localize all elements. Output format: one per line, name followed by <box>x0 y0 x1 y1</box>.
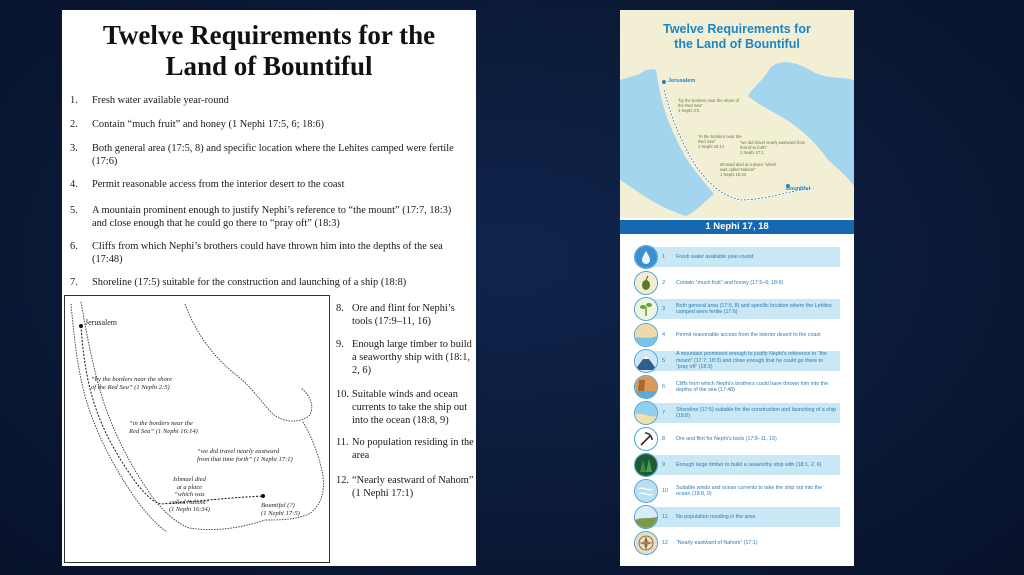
requirement-text: “Nearly eastward of Nahom” (1 Nephi 17:1) <box>352 475 474 499</box>
requirement-text: Contain “much fruit” and honey (1 Nephi 17:5, 6; 18:6) <box>92 119 325 130</box>
map-label-borders <box>129 420 198 436</box>
row-text: Fresh water available year-round <box>676 253 754 260</box>
row-text: A mountain prominent enough to justify Nephi’s reference to “the mount” (17:7; 18:3) and close enough that he could go there to “pray oft” (18:3) <box>676 351 827 371</box>
right-map-label-d-text: Ishmael died at a place “which was called Nahom” <box>720 162 777 172</box>
coast-icon <box>634 323 658 347</box>
route-map-sketch <box>64 295 330 563</box>
requirement-number: 12. <box>336 475 349 486</box>
requirement-number: 5. <box>70 205 78 216</box>
row-number: 2 <box>662 280 666 286</box>
left-title-line2: Land of Bountiful <box>165 51 373 81</box>
cliff-icon <box>634 375 658 399</box>
right-requirement-5 <box>634 349 840 373</box>
right-map-label-b <box>698 134 746 149</box>
left-slide-panel <box>62 10 476 566</box>
row-number: 6 <box>662 384 666 390</box>
left-title-line1: Twelve Requirements for the <box>102 20 436 50</box>
map-label-jerusalem: Jerusalem <box>85 318 117 327</box>
row-number: 7 <box>662 410 666 416</box>
row-text: “Nearly eastward of Nahom” (17:1) <box>676 539 758 546</box>
row-text: Enough large timber to build a seaworthy ship with (18:1, 2, 6) <box>676 461 822 468</box>
requirement-number: 11. <box>336 437 349 448</box>
right-requirement-9 <box>634 453 840 477</box>
requirement-number: 10. <box>336 389 349 400</box>
row-text: Both general area (17:5, 8) and specific location where the Lehites camped were fertile (17:6) <box>676 302 832 315</box>
map-label-borders-line2: Red Sea” (1 Nephi 16:14) <box>129 428 198 435</box>
map-label-bountiful <box>261 502 300 518</box>
requirement-text: Shoreline (17:5) suitable for the construction and launching of a ship (18:8) <box>92 277 407 288</box>
requirement-text: Enough large timber to build a seaworthy ship with (18:1, 2, 6) <box>352 339 472 376</box>
right-requirement-6 <box>634 375 840 399</box>
map-label-ishmael-line3: “which was <box>174 491 205 499</box>
requirement-text: Fresh water available year-round <box>92 95 229 106</box>
right-map-label-d-ref: 1 Nephi 16:34 <box>720 172 747 177</box>
right-title-line2: the Land of Bountiful <box>674 37 800 51</box>
right-requirement-8 <box>634 427 840 451</box>
right-requirement-2 <box>634 271 840 295</box>
map-label-eastward-line2: from that time forth” (1 Nephi 17:1) <box>197 456 293 463</box>
map-label-eastward <box>197 448 293 464</box>
map-label-red-sea-line1: “by the borders near the shore <box>91 376 173 383</box>
requirement-text: Suitable winds and ocean currents to take the ship out into the ocean (18:8, 9) <box>352 389 468 426</box>
right-map-label-b-ref: 1 Nephi 16:14 <box>698 144 725 149</box>
right-title-line1: Twelve Requirements for <box>663 22 811 36</box>
row-number: 8 <box>662 436 666 442</box>
map-label-ishmael-line2: at a place <box>176 483 203 491</box>
row-number: 4 <box>662 332 666 338</box>
pickaxe-icon <box>634 427 658 451</box>
row-number: 9 <box>662 462 666 468</box>
requirement-number: 9. <box>336 339 344 350</box>
right-map-label-c <box>740 140 810 155</box>
right-map-label-c-ref: 1 Nephi 17:1 <box>740 150 764 155</box>
shoreline-icon <box>634 401 658 425</box>
right-map-label-jerusalem: Jerusalem <box>668 78 696 84</box>
map-label-ishmael-line4: called Nahom” <box>169 498 210 506</box>
row-number: 1 <box>662 254 666 260</box>
right-map-label-c-text: “we did travel nearly eastward from that time forth” <box>740 140 806 150</box>
requirement-text: Permit reasonable access from the interior desert to the coast <box>92 179 345 190</box>
right-requirement-1 <box>634 245 840 269</box>
trees-icon <box>634 453 658 477</box>
landscape-icon <box>634 505 658 529</box>
right-requirement-11 <box>634 505 840 529</box>
row-number: 12 <box>662 540 669 546</box>
wind-icon <box>634 479 658 503</box>
map-label-red-sea <box>91 376 172 392</box>
right-map-jerusalem-marker <box>662 80 666 84</box>
row-text: Shoreline (17:5) suitable for the construction and launching of a ship (18:8) <box>676 406 836 419</box>
plant-icon <box>634 297 658 321</box>
left-title <box>62 20 476 82</box>
requirement-number: 3. <box>70 143 78 154</box>
requirement-text: Cliffs from which Nephi’s brothers could have thrown him into the depths of the sea (17:48) <box>92 241 443 265</box>
right-map-label-b-text: “in the borders near the Red Sea” <box>698 134 742 144</box>
right-map-label-d <box>720 162 778 177</box>
persian-gulf-coast <box>185 304 312 421</box>
bountiful-marker <box>261 494 265 498</box>
right-requirement-10 <box>634 479 840 503</box>
row-number: 5 <box>662 358 666 364</box>
requirement-text: Ore and flint for Nephi’s tools (17:9–11, 16) <box>352 303 455 327</box>
row-text: Ore and flint for Nephi’s tools (17:9–11, 16) <box>676 435 777 442</box>
right-requirement-7 <box>634 401 840 425</box>
requirement-text: A mountain prominent enough to justify Nephi’s reference to “the mount” (17:7, 18:3) and close enough that he could go there to “pray oft” (18:3) <box>92 205 452 229</box>
right-infographic-panel <box>620 10 854 566</box>
row-number: 10 <box>662 488 669 494</box>
row-text: Suitable winds and ocean currents to take the ship out into the ocean (18:8, 9) <box>676 484 823 497</box>
requirement-number: 7. <box>70 277 78 288</box>
water-drop-icon <box>634 245 658 269</box>
right-title <box>620 22 854 52</box>
map-label-red-sea-line2: of the Red Sea” (1 Nephi 2:5) <box>91 384 170 391</box>
map-label-ishmael-line5: (1 Nephi 16:34) <box>169 506 210 514</box>
compass-icon <box>634 531 658 555</box>
map-label-bountiful-line2: (1 Nephi 17:5) <box>261 510 300 517</box>
red-sea-coast-west <box>71 304 167 532</box>
map-label-ishmael-line1: Ishmael died <box>172 476 206 483</box>
map-label-eastward-line1: “we did travel nearly eastward <box>197 448 280 455</box>
right-map-label-a <box>678 98 740 113</box>
requirement-number: 8. <box>336 303 344 314</box>
requirement-number: 6. <box>70 241 78 252</box>
row-text: Permit reasonable access from the interior desert to the coast <box>676 331 821 338</box>
right-requirement-4 <box>634 323 840 347</box>
requirement-number: 4. <box>70 179 78 190</box>
requirement-number: 1. <box>70 95 78 106</box>
row-number: 11 <box>662 514 668 520</box>
row-text: Contain “much fruit” and honey (17:5–6; 18:6) <box>676 279 784 286</box>
jerusalem-marker <box>79 324 83 328</box>
right-map-label-bountiful: Bountiful <box>786 186 811 192</box>
row-text: Cliffs from which Nephi’s brothers could have thrown him into the depths of the sea (17:48) <box>676 380 829 393</box>
requirement-number: 2. <box>70 119 78 130</box>
requirement-text: Both general area (17:5, 8) and specific location where the Lehites camped were fertile (17:6) <box>92 143 454 167</box>
right-map-label-a-text: “by the borders near the shore of the Red Sea” <box>678 98 739 108</box>
map-label-bountiful-line1: Bountiful (?) <box>261 502 295 509</box>
fruit-icon <box>634 271 658 295</box>
mountain-icon <box>634 349 658 373</box>
row-text: No population residing in the area <box>676 513 756 520</box>
requirement-text: No population residing in the area <box>352 437 474 461</box>
map-label-borders-line1: “in the borders near the <box>129 420 193 427</box>
right-route-map <box>620 10 854 218</box>
right-map-label-a-ref: 1 Nephi 2:5 <box>678 108 700 113</box>
scripture-banner: 1 Nephi 17, 18 <box>620 220 854 234</box>
right-requirement-12 <box>634 531 840 555</box>
map-label-ishmael <box>169 476 210 514</box>
row-number: 3 <box>662 306 666 312</box>
right-requirement-3 <box>634 297 840 321</box>
